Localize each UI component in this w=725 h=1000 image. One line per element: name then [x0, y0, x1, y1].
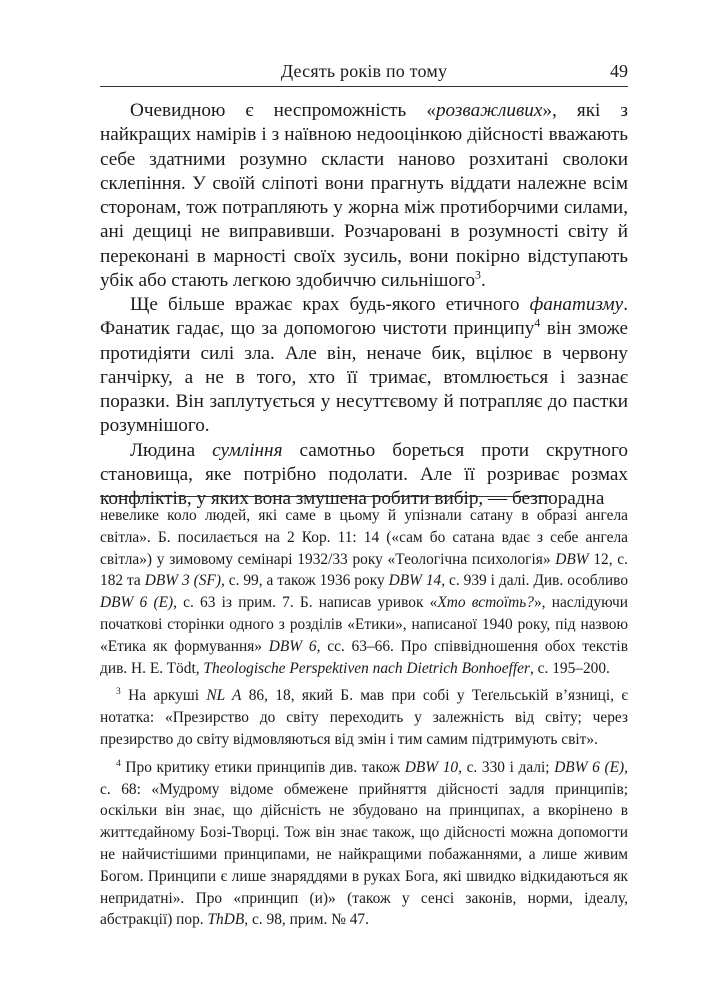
text-run: Ще більше вражає крах будь-якого етичного [130, 294, 530, 315]
paragraph-3 [100, 439, 628, 512]
paragraph-1 [100, 99, 628, 293]
emphasis: DBW 6 [268, 637, 317, 655]
text-run: . [481, 269, 486, 291]
emphasis: розважливих [435, 100, 543, 121]
text-run: 86, 18, який Б. мав при собі у Теґельській в’язниці, є нотатка: «Презирство до світу переходить у залежність від світу; через презирство до світу відмовляються від змін і тим самим підтримують світ». [100, 687, 628, 748]
emphasis: DBW 14 [388, 572, 442, 590]
text-run: , с. 939 і далі. Див. особливо [441, 572, 629, 590]
footnote-number: 3 [116, 686, 121, 698]
text-run: , с. 195–200. [529, 659, 610, 677]
text-run: На аркуші [120, 687, 207, 705]
text-run: самотньо бореться проти скрутного становища, яке потрібно подолати. Але її розриває розмах конфліктів, у яких вона змушена робити вибір, — безпорадна [100, 439, 628, 509]
text-run: , с. 68: «Мудрому відоме обмежене прийняття дійсності задля принципів; оскільки він знає, що дійсність не збудовано на принципах, а вкорінено в життєдайному Бозі-Творці. Тож він знає також, що дійсності можна допомогти не найчистішими принципами, не найкращими побажаннями, а лише живим Богом. Принципи є лише знаряддями в руках Бога, які швидко відкидаються як непридатні». Про «принцип (и)» (також у сенсі законів, норми, ідеалу, абстракції) пор. [100, 758, 628, 929]
text-run: , сс. 63–66. Про співвідношення обох текстів див. H. E. Tödt, [100, 637, 628, 677]
text-run: , с. 99, а також 1936 року [220, 572, 389, 590]
text-run: », наслідуючи початкові сторінки одного з розділів «Етики», написаної 1940 року, під назвою «Етика як формування» [100, 594, 629, 655]
footnote-ref-3[interactable]: 3 [475, 267, 481, 282]
text-run: невелике коло людей, які саме в цьому й упізнали сатану в образі ангела світла». Б. посилається на 2 Кор. 11: 14 («сам бо сатана вдає з себе ангела світла») у зимовому семінарі 1932/33 року «Теологічна психологія» [100, 507, 628, 568]
page-header [100, 59, 628, 83]
footnote-3 [100, 685, 628, 750]
footnote-continuation [100, 505, 628, 679]
text-run: він зможе протидіяти силі зла. Але він, неначе бик, вцілює в червону ганчірку, а не в того, хто її тримає, втомлюється і зазнає поразки. Він заплутується у несуттєвому й потрапляє до пастки розумнішого. [100, 318, 628, 437]
emphasis: Theologische Perspektiven nach Dietrich Bonhoeffer [203, 659, 530, 677]
footnote-separator [100, 496, 550, 497]
text-run: Очевидною є неспроможність « [130, 100, 436, 121]
body-text [100, 99, 628, 511]
footnotes [100, 505, 628, 937]
text-run: 12, с. 182 та [100, 550, 628, 590]
paragraph-2 [100, 293, 628, 439]
text-run: , с. 330 і далі; [458, 758, 555, 776]
text-run: Людина [130, 439, 213, 461]
running-title: Десять років по тому [280, 61, 448, 81]
emphasis: DBW 6 (E) [554, 758, 625, 776]
emphasis: Хто встоїть? [437, 594, 534, 612]
emphasis: DBW 3 (SF) [144, 572, 221, 590]
emphasis: сумління [212, 439, 283, 461]
emphasis: фанатизму [529, 294, 624, 315]
page-number: 49 [610, 61, 628, 81]
emphasis: ThDB [207, 911, 245, 929]
emphasis: DBW [555, 550, 589, 568]
text-run: , с. 98, прим. № 47. [244, 911, 369, 929]
text-run: », які з найкращих намірів і з наївною недооцінкою дійсності вважають себе здатними розумно скласти наново розхитані сволоки склепіння. У своїй сліпоті вони прагнуть віддати належне всім сторонам, тож потрапляють у жорна між протиборчими силами, ані дещиці не виправивши. Розчаровані в розумності світу й переконані в марності своїх зусиль, вони покірно відступають убік або стають легкою здобиччю сильнішого [100, 100, 628, 291]
header-rule [100, 86, 628, 87]
text-run: Про критику етики принципів див. також [120, 758, 405, 776]
text-run: , с. 63 із прим. 7. Б. написав уривок « [173, 594, 438, 612]
emphasis: DBW 10 [404, 758, 459, 776]
emphasis: NL A [206, 687, 242, 705]
footnote-number: 4 [116, 757, 121, 769]
footnote-4 [100, 757, 628, 931]
text-run: . Фанатик гадає, що за допомогою чистоти принципу [100, 294, 628, 340]
emphasis: DBW 6 (E) [100, 594, 174, 612]
footnote-ref-4[interactable]: 4 [534, 315, 541, 330]
